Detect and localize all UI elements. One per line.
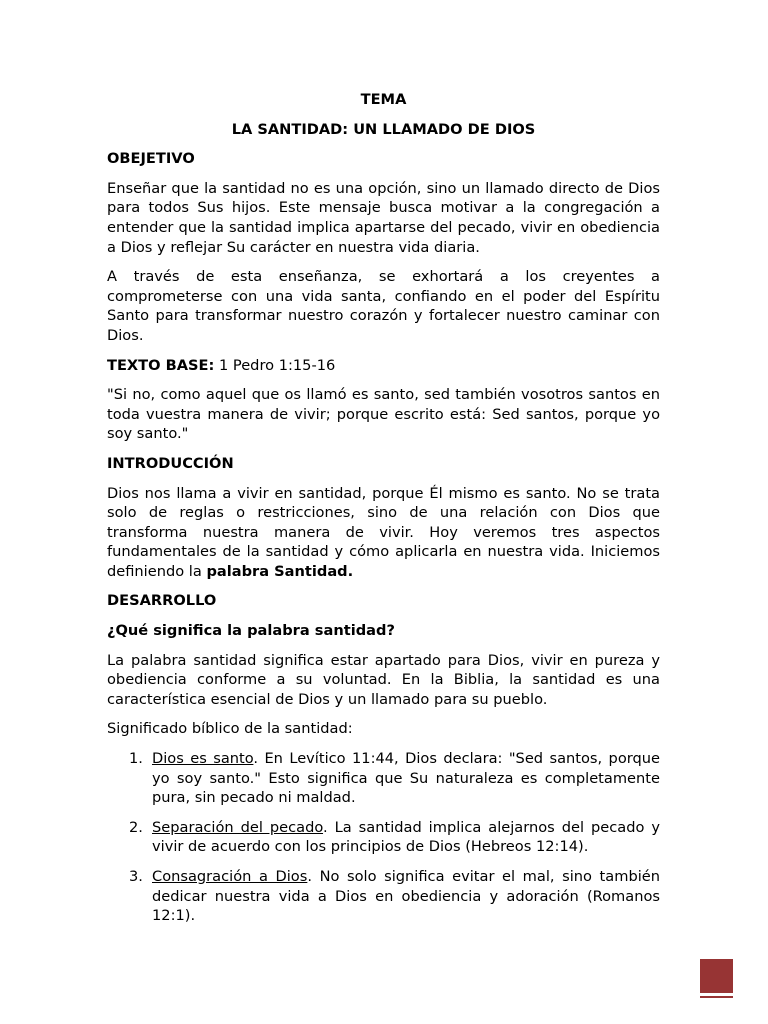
footer-accent-block bbox=[700, 959, 733, 993]
list-item-title: Consagración a Dios bbox=[152, 868, 308, 885]
texto-base bbox=[107, 356, 660, 376]
introduccion-bold-phrase: palabra Santidad. bbox=[206, 562, 354, 580]
texto-base-label: TEXTO BASE: bbox=[107, 356, 215, 374]
list-item bbox=[107, 818, 660, 857]
list-item-text: . La santidad implica alejarnos del pecado y vivir de acuerdo con los principios de Dios (Hebreos 12:14). bbox=[152, 818, 660, 856]
heading-tema: TEMA bbox=[360, 91, 407, 108]
list-item-number: 1. bbox=[129, 750, 143, 768]
introduccion-paragraph bbox=[107, 484, 660, 582]
desarrollo-question: ¿Qué significa la palabra santidad? bbox=[107, 622, 395, 640]
list-item-title: Separación del pecado bbox=[152, 818, 324, 836]
objetivo-paragraph-1: Enseñar que la santidad no es una opción, sino un llamado directo de Dios para todos Sus hijos. Este mensaje busca motivar a la congregación a entender que la santidad implica apartarse del pecado, vivir en obediencia a Dios y reflejar Su carácter en nuestra vida diaria. bbox=[107, 179, 660, 256]
list-intro: Significado bíblico de la santidad: bbox=[107, 720, 353, 738]
list-item-number: 3. bbox=[129, 868, 143, 885]
texto-base-reference: 1 Pedro 1:15-16 bbox=[214, 356, 336, 374]
list-item bbox=[107, 867, 660, 926]
list-item bbox=[107, 749, 660, 808]
objetivo-heading: OBEJETIVO bbox=[107, 150, 195, 168]
document-title: LA SANTIDAD: UN LLAMADO DE DIOS bbox=[231, 120, 536, 138]
list-item-title: Dios es santo bbox=[152, 750, 254, 768]
santidad-list bbox=[107, 749, 660, 926]
introduccion-heading: INTRODUCCIÓN bbox=[107, 454, 234, 472]
list-item-number: 2. bbox=[129, 818, 143, 836]
footer-accent-line bbox=[700, 996, 733, 998]
introduccion-text: Dios nos llama a vivir en santidad, porque Él mismo es santo. No se trata solo de reglas o restricciones, sino de una relación con Dios que transforma nuestra manera de vivir. Hoy veremos tres aspectos fundamentales de la santidad y cómo aplicarla en nuestra vida. Iniciemos definiendo la bbox=[107, 484, 660, 580]
list-item-text: . En Levítico 11:44, Dios declara: "Sed santos, porque yo soy santo." Esto significa que Su naturaleza es completamente pura, sin pecado ni maldad. bbox=[152, 750, 660, 807]
list-item-text: . No solo significa evitar el mal, sino también dedicar nuestra vida a Dios en obediencia y adoración (Romanos 12:1). bbox=[152, 868, 660, 925]
desarrollo-paragraph: La palabra santidad significa estar apartado para Dios, vivir en pureza y obediencia conforme a su voluntad. En la Biblia, la santidad es una característica esencial de Dios y un llamado para su pueblo. bbox=[107, 651, 660, 708]
document-page bbox=[107, 90, 660, 936]
objetivo-paragraph-2: A través de esta enseñanza, se exhortará a los creyentes a comprometerse con una vida santa, confiando en el poder del Espíritu Santo para transformar nuestro corazón y fortalecer nuestro caminar con Dios. bbox=[107, 268, 660, 344]
texto-base-quote: "Si no, como aquel que os llamó es santo, sed también vosotros santos en toda vuestra manera de vivir; porque escrito está: Sed santos, porque yo soy santo." bbox=[107, 386, 660, 443]
desarrollo-heading: DESARROLLO bbox=[107, 592, 217, 610]
